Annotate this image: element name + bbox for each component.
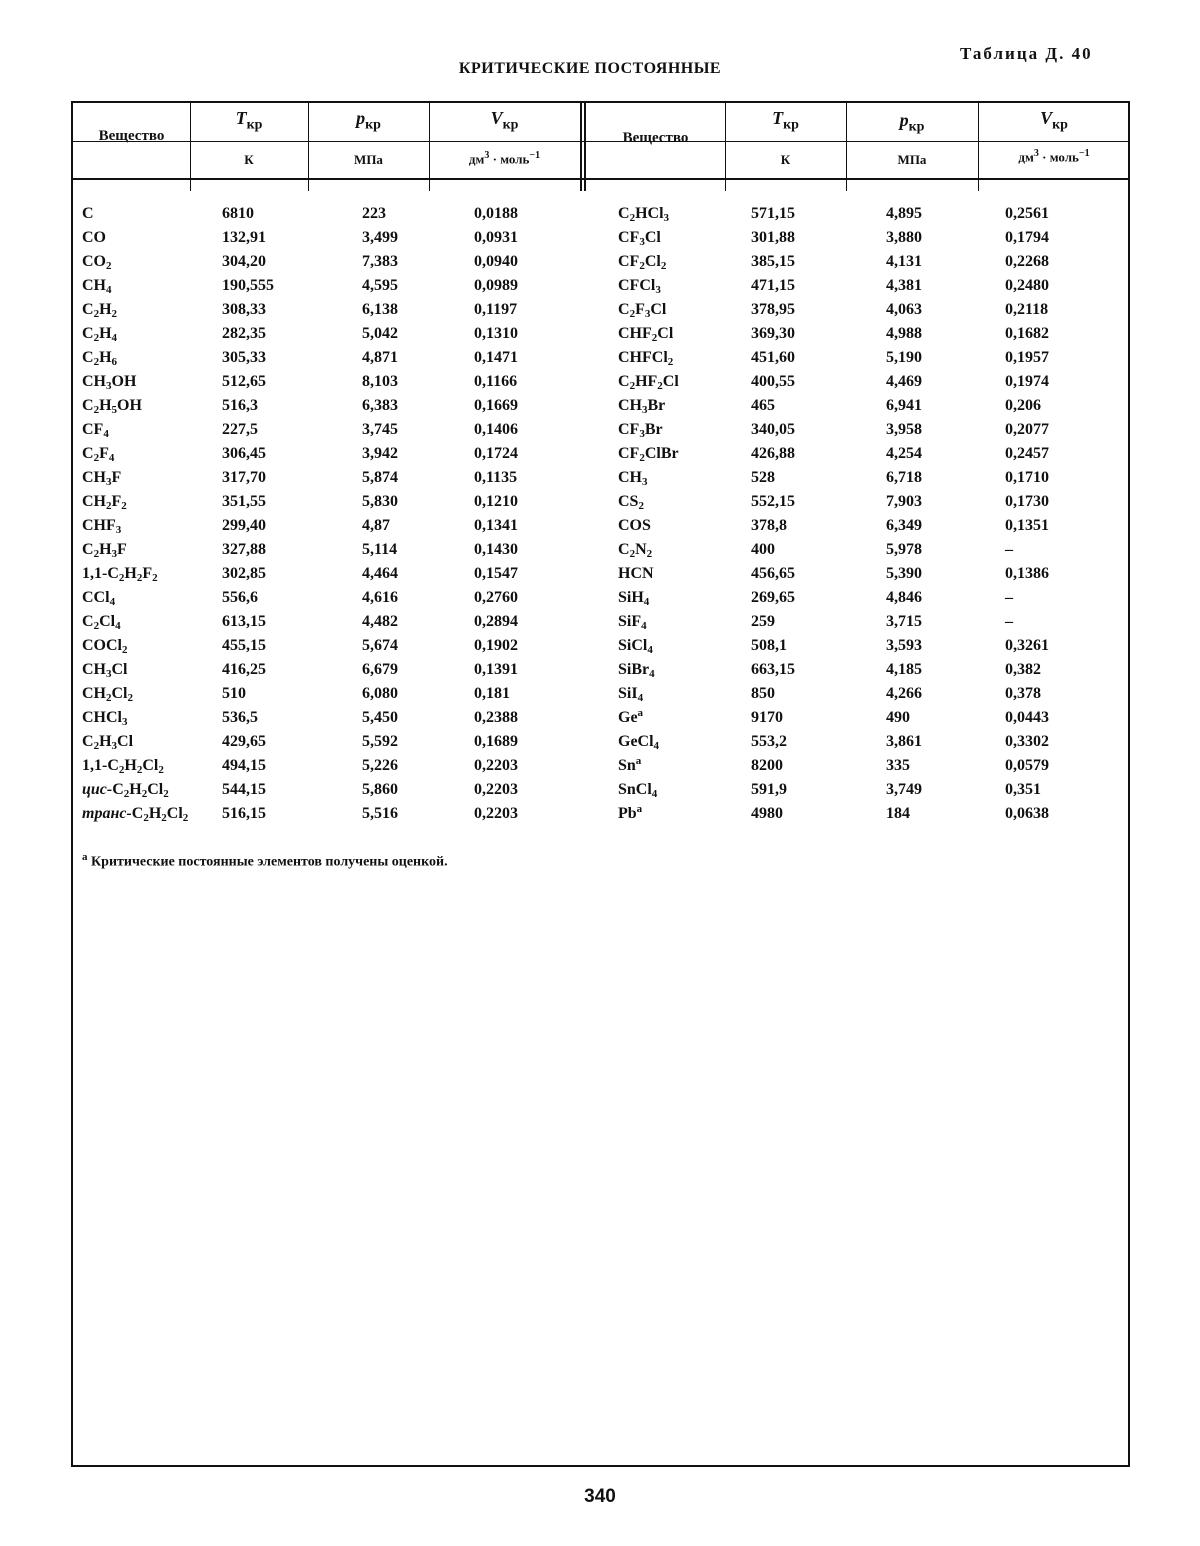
- cell-right-v: 0,2457: [1005, 445, 1049, 462]
- cell-right-t: 400,55: [751, 373, 795, 390]
- header-t-left: [190, 108, 308, 134]
- cell-right-p: 4,846: [886, 589, 922, 606]
- cell-left-t: 494,15: [222, 757, 266, 774]
- cell-right-t: 528: [751, 469, 775, 486]
- cell-left-substance: CCl$_4$: [82, 589, 116, 608]
- cell-left-substance: $C_2H_3Cl$: [82, 733, 134, 752]
- cell-right-v: 0,0579: [1005, 757, 1049, 774]
- cell-left-v: 0,1471: [474, 349, 518, 366]
- header-v-left: [429, 108, 580, 134]
- cell-right-t: 553,2: [751, 733, 787, 750]
- cell-right-substance: SiI$_4$: [618, 685, 644, 704]
- footnote-mark: а: [82, 851, 88, 863]
- cell-left-t: 510: [222, 685, 246, 702]
- cell-left-p: 4,87: [362, 517, 390, 534]
- cell-right-p: 6,941: [886, 397, 922, 414]
- header-unit-divider-left: [190, 141, 583, 142]
- cell-right-p: 335: [886, 757, 910, 774]
- cell-left-substance: $C_2H_6$: [82, 349, 118, 368]
- cell-right-p: 6,349: [886, 517, 922, 534]
- cell-right-p: 7,903: [886, 493, 922, 510]
- cell-right-substance: $CF_3Br$: [618, 421, 663, 440]
- cell-left-substance: $C_2Cl_4$: [82, 613, 121, 632]
- cell-left-p: 4,464: [362, 565, 398, 582]
- cell-left-p: 5,450: [362, 709, 398, 726]
- subscript: кр: [908, 119, 925, 135]
- cell-right-v: 0,2480: [1005, 277, 1049, 294]
- cell-left-substance: $CO_2$: [82, 253, 112, 272]
- cell-right-substance: $CHF_2Cl$: [618, 325, 674, 344]
- cell-left-v: 0,2203: [474, 805, 518, 822]
- cell-right-v: 0,351: [1005, 781, 1041, 798]
- table-row: [0, 613, 1200, 637]
- cell-right-substance: SiCl$_4$: [618, 637, 653, 656]
- cell-right-p: 4,988: [886, 325, 922, 342]
- cell-right-substance: SnCl$_4$: [618, 781, 658, 800]
- table-row: [0, 517, 1200, 541]
- cell-left-t: 512,65: [222, 373, 266, 390]
- cell-right-t: 456,65: [751, 565, 795, 582]
- cell-right-substance: $CS_2$: [618, 493, 644, 512]
- cell-right-t: 663,15: [751, 661, 795, 678]
- subscript: кр: [246, 117, 263, 133]
- cell-right-p: 3,880: [886, 229, 922, 246]
- cell-right-p: 4,469: [886, 373, 922, 390]
- cell-right-substance: Sn$^a$: [618, 755, 642, 774]
- cell-right-p: 3,861: [886, 733, 922, 750]
- cell-right-t: 301,88: [751, 229, 795, 246]
- cell-left-p: 6,383: [362, 397, 398, 414]
- cell-right-v: 0,3261: [1005, 637, 1049, 654]
- cell-right-substance: Pb$^a$: [618, 803, 643, 822]
- cell-right-v: 0,1682: [1005, 325, 1049, 342]
- table-row: [0, 757, 1200, 781]
- cell-right-t: 378,8: [751, 517, 787, 534]
- table-row: [0, 349, 1200, 373]
- cell-right-substance: CHFCl$_2$: [618, 349, 674, 368]
- v-symbol: V: [1040, 108, 1053, 128]
- cell-left-substance: $CF_4$: [82, 421, 109, 440]
- cell-right-v: –: [1005, 541, 1013, 558]
- table-row: [0, 805, 1200, 829]
- cell-left-v: 0,0940: [474, 253, 518, 270]
- cell-left-p: 5,874: [362, 469, 398, 486]
- unit-v-right: [978, 148, 1130, 165]
- cell-left-substance: $1,1-C_2H_2Cl_2$: [82, 757, 164, 776]
- cell-right-v: 0,0443: [1005, 709, 1049, 726]
- header-p-right: [846, 110, 978, 136]
- cell-left-substance: CHCl$_3$: [82, 709, 128, 728]
- cell-left-v: 0,0931: [474, 229, 518, 246]
- table-row: [0, 325, 1200, 349]
- cell-right-substance: $C_2HF_2Cl$: [618, 373, 679, 392]
- footnote: [82, 851, 448, 871]
- table-row: [0, 253, 1200, 277]
- footnote-text: Критические постоянные элементов получены оценкой.: [91, 854, 448, 870]
- unit-exp2: −1: [1078, 148, 1090, 159]
- cell-left-p: 4,595: [362, 277, 398, 294]
- cell-right-p: 6,718: [886, 469, 922, 486]
- cell-left-v: 0,1430: [474, 541, 518, 558]
- cell-left-t: 327,88: [222, 541, 266, 558]
- cell-right-t: 385,15: [751, 253, 795, 270]
- t-symbol: T: [772, 108, 784, 128]
- cell-left-substance: $CHF_3$: [82, 517, 122, 536]
- cell-left-substance: $CH_2F_2$: [82, 493, 127, 512]
- cell-right-t: 8200: [751, 757, 783, 774]
- cell-left-t: 416,25: [222, 661, 266, 678]
- table-row: [0, 541, 1200, 565]
- table-row: [0, 469, 1200, 493]
- cell-right-v: 0,382: [1005, 661, 1041, 678]
- unit-v-left: [429, 150, 580, 167]
- cell-left-v: 0,1669: [474, 397, 518, 414]
- cell-left-t: 613,15: [222, 613, 266, 630]
- cell-left-p: 5,516: [362, 805, 398, 822]
- cell-left-v: 0,1135: [474, 469, 518, 486]
- subscript: кр: [365, 117, 381, 133]
- cell-right-v: 0,1351: [1005, 517, 1049, 534]
- cell-left-t: 299,40: [222, 517, 266, 534]
- cell-left-p: 5,114: [362, 541, 398, 558]
- table-row: [0, 565, 1200, 589]
- cell-right-t: 471,15: [751, 277, 795, 294]
- table-row: [0, 733, 1200, 757]
- cell-left-substance: транс-$C_2H_2Cl_2$: [82, 805, 189, 824]
- table-row: [0, 277, 1200, 301]
- cell-left-v: 0,1341: [474, 517, 518, 534]
- cell-left-t: 516,3: [222, 397, 258, 414]
- table-row: [0, 493, 1200, 517]
- page-title: КРИТИЧЕСКИЕ ПОСТОЯННЫЕ: [458, 60, 722, 77]
- unit-p-right: МПа: [897, 152, 927, 167]
- cell-right-t: 9170: [751, 709, 783, 726]
- cell-right-v: 0,2561: [1005, 205, 1049, 222]
- cell-right-t: 400: [751, 541, 775, 558]
- cell-right-v: 0,3302: [1005, 733, 1049, 750]
- table-row: [0, 373, 1200, 397]
- cell-left-v: 0,1724: [474, 445, 518, 462]
- cell-right-v: –: [1005, 613, 1013, 630]
- cell-left-t: 305,33: [222, 349, 266, 366]
- cell-left-t: 556,6: [222, 589, 258, 606]
- cell-left-v: 0,2760: [474, 589, 518, 606]
- cell-left-substance: $1,1-C_2H_2F_2$: [82, 565, 158, 584]
- cell-left-substance: $CH_2Cl_2$: [82, 685, 133, 704]
- cell-left-substance: $CH_3Cl$: [82, 661, 128, 680]
- cell-left-t: 302,85: [222, 565, 266, 582]
- cell-left-t: 132,91: [222, 229, 266, 246]
- table-row: [0, 637, 1200, 661]
- cell-right-t: 269,65: [751, 589, 795, 606]
- cell-right-substance: Ge$^a$: [618, 707, 644, 726]
- cell-left-p: 5,674: [362, 637, 398, 654]
- cell-left-t: 351,55: [222, 493, 266, 510]
- cell-left-t: 317,70: [222, 469, 266, 486]
- table-row: [0, 301, 1200, 325]
- cell-right-t: 552,15: [751, 493, 795, 510]
- cell-right-t: 465: [751, 397, 775, 414]
- cell-left-p: 8,103: [362, 373, 398, 390]
- cell-left-p: 6,679: [362, 661, 398, 678]
- unit-base: дм: [468, 151, 485, 167]
- cell-right-v: 0,1710: [1005, 469, 1049, 486]
- cell-left-v: 0,1902: [474, 637, 518, 654]
- cell-right-t: 369,30: [751, 325, 795, 342]
- cell-right-substance: GeCl$_4$: [618, 733, 660, 752]
- cell-left-v: 0,1197: [474, 301, 518, 318]
- cell-left-v: 0,0989: [474, 277, 518, 294]
- header-substance-left: Вещество: [98, 128, 165, 144]
- cell-right-t: 426,88: [751, 445, 795, 462]
- unit-exp: 3: [484, 150, 490, 161]
- cell-right-substance: $CF_3Cl$: [618, 229, 661, 248]
- cell-left-substance: $C_2H_5OH$: [82, 397, 142, 416]
- cell-right-substance: HCN: [618, 565, 654, 582]
- unit-t-left: К: [244, 152, 254, 167]
- cell-left-t: 6810: [222, 205, 254, 222]
- cell-left-substance: $C_2H_2$: [82, 301, 118, 320]
- cell-left-p: 5,226: [362, 757, 398, 774]
- cell-left-v: 0,0188: [474, 205, 518, 222]
- cell-right-v: –: [1005, 589, 1013, 606]
- cell-right-v: 0,1730: [1005, 493, 1049, 510]
- cell-right-v: 0,1794: [1005, 229, 1049, 246]
- cell-left-p: 5,042: [362, 325, 398, 342]
- cell-right-p: 4,254: [886, 445, 922, 462]
- table-row: [0, 589, 1200, 613]
- header-substance-right: Вещество: [622, 130, 689, 146]
- cell-right-v: 0,378: [1005, 685, 1041, 702]
- cell-right-p: 3,749: [886, 781, 922, 798]
- header-t-right: [725, 108, 846, 134]
- cell-left-substance: цис-$C_2H_2Cl_2$: [82, 781, 169, 800]
- table-row: [0, 205, 1200, 229]
- cell-right-p: 5,190: [886, 349, 922, 366]
- cell-left-v: 0,2388: [474, 709, 518, 726]
- cell-left-t: 306,45: [222, 445, 266, 462]
- cell-right-v: 0,2077: [1005, 421, 1049, 438]
- table-row: [0, 781, 1200, 805]
- cell-left-v: 0,2203: [474, 781, 518, 798]
- table-row: [0, 709, 1200, 733]
- v-symbol: V: [490, 108, 503, 128]
- cell-right-v: 0,0638: [1005, 805, 1049, 822]
- cell-left-substance: $CH_4$: [82, 277, 112, 296]
- p-symbol: p: [356, 108, 366, 128]
- cell-right-t: 591,9: [751, 781, 787, 798]
- col-double-line: [584, 103, 586, 191]
- cell-left-v: 0,1310: [474, 325, 518, 342]
- table-row: [0, 229, 1200, 253]
- cell-right-p: 5,978: [886, 541, 922, 558]
- unit-base: дм: [1018, 149, 1034, 165]
- header-p-left: [308, 108, 429, 134]
- cell-left-t: 190,555: [222, 277, 274, 294]
- cell-left-substance: C: [82, 205, 94, 222]
- cell-right-p: 3,593: [886, 637, 922, 654]
- header-v-right: [978, 108, 1130, 134]
- unit-mid: · моль: [489, 151, 530, 167]
- cell-left-t: 516,15: [222, 805, 266, 822]
- cell-left-p: 3,942: [362, 445, 398, 462]
- cell-left-t: 455,15: [222, 637, 266, 654]
- cell-right-substance: $C_2HCl_3$: [618, 205, 670, 224]
- cell-left-v: 0,1210: [474, 493, 518, 510]
- cell-right-substance: $C_2F_3Cl$: [618, 301, 667, 320]
- cell-right-substance: SiH$_4$: [618, 589, 650, 608]
- cell-right-p: 5,390: [886, 565, 922, 582]
- cell-left-t: 304,20: [222, 253, 266, 270]
- col-double-line: [580, 103, 582, 191]
- cell-right-t: 508,1: [751, 637, 787, 654]
- table-row: [0, 445, 1200, 469]
- cell-left-substance: $CH_3OH$: [82, 373, 137, 392]
- cell-right-t: 378,95: [751, 301, 795, 318]
- cell-right-p: 4,131: [886, 253, 922, 270]
- cell-right-p: 4,185: [886, 661, 922, 678]
- cell-left-substance: $CH_3F$: [82, 469, 122, 488]
- cell-right-substance: $C_2N_2$: [618, 541, 653, 560]
- cell-right-v: 0,1957: [1005, 349, 1049, 366]
- cell-left-t: 544,15: [222, 781, 266, 798]
- cell-left-v: 0,1547: [474, 565, 518, 582]
- cell-left-p: 4,616: [362, 589, 398, 606]
- cell-right-substance: CFCl$_3$: [618, 277, 661, 296]
- table-row: [0, 685, 1200, 709]
- cell-left-t: 429,65: [222, 733, 266, 750]
- cell-right-substance: $CF_2Cl_2$: [618, 253, 667, 272]
- cell-right-v: 0,1386: [1005, 565, 1049, 582]
- cell-left-v: 0,1166: [474, 373, 518, 390]
- cell-left-substance: COCl$_2$: [82, 637, 128, 656]
- cell-right-p: 4,266: [886, 685, 922, 702]
- subscript: кр: [783, 117, 799, 133]
- cell-left-substance: CO: [82, 229, 106, 246]
- cell-right-t: 340,05: [751, 421, 795, 438]
- cell-right-p: 4,063: [886, 301, 922, 318]
- unit-mid: · моль: [1038, 149, 1079, 165]
- cell-right-v: 0,2268: [1005, 253, 1049, 270]
- cell-right-t: 4980: [751, 805, 783, 822]
- cell-left-p: 4,482: [362, 613, 398, 630]
- cell-left-t: 282,35: [222, 325, 266, 342]
- cell-right-substance: $CF_2ClBr$: [618, 445, 679, 464]
- cell-left-t: 308,33: [222, 301, 266, 318]
- cell-left-v: 0,1391: [474, 661, 518, 678]
- cell-left-p: 7,383: [362, 253, 398, 270]
- cell-right-p: 184: [886, 805, 910, 822]
- table-label: Таблица Д. 40: [960, 44, 1093, 63]
- cell-left-v: 0,181: [474, 685, 510, 702]
- unit-exp2: −1: [529, 150, 541, 161]
- cell-right-substance: SiBr$_4$: [618, 661, 655, 680]
- table-row: [0, 661, 1200, 685]
- cell-right-p: 4,381: [886, 277, 922, 294]
- cell-right-p: 3,715: [886, 613, 922, 630]
- cell-right-v: 0,206: [1005, 397, 1041, 414]
- cell-left-p: 3,499: [362, 229, 398, 246]
- cell-right-t: 451,60: [751, 349, 795, 366]
- cell-left-p: 4,871: [362, 349, 398, 366]
- subscript: кр: [502, 117, 519, 133]
- page-number: 340: [584, 1486, 616, 1507]
- cell-right-substance: SiF$_4$: [618, 613, 647, 632]
- cell-left-t: 536,5: [222, 709, 258, 726]
- cell-left-p: 5,830: [362, 493, 398, 510]
- cell-left-substance: $C_2H_4$: [82, 325, 118, 344]
- cell-right-substance: $CH_3Br$: [618, 397, 666, 416]
- cell-left-p: 6,080: [362, 685, 398, 702]
- cell-left-v: 0,2894: [474, 613, 518, 630]
- cell-left-p: 6,138: [362, 301, 398, 318]
- cell-right-p: 3,958: [886, 421, 922, 438]
- cell-right-t: 850: [751, 685, 775, 702]
- table-row: [0, 397, 1200, 421]
- cell-right-p: 4,895: [886, 205, 922, 222]
- unit-exp: 3: [1033, 148, 1039, 159]
- unit-t-right: К: [780, 152, 791, 167]
- header-bottom-line: [71, 178, 1130, 180]
- cell-right-v: 0,1974: [1005, 373, 1049, 390]
- cell-left-t: 227,5: [222, 421, 258, 438]
- subscript: кр: [1052, 117, 1068, 133]
- unit-p-left: МПа: [354, 152, 383, 167]
- table-row: [0, 421, 1200, 445]
- cell-left-v: 0,1406: [474, 421, 518, 438]
- cell-right-substance: COS: [618, 517, 651, 534]
- cell-left-v: 0,2203: [474, 757, 518, 774]
- cell-right-t: 259: [751, 613, 775, 630]
- cell-left-substance: $C_2F_4$: [82, 445, 115, 464]
- cell-right-substance: $CH_3$: [618, 469, 648, 488]
- cell-left-p: 3,745: [362, 421, 398, 438]
- cell-left-v: 0,1689: [474, 733, 518, 750]
- p-symbol: p: [899, 110, 909, 130]
- cell-left-substance: $C_2H_3F$: [82, 541, 127, 560]
- cell-right-v: 0,2118: [1005, 301, 1049, 318]
- cell-right-t: 571,15: [751, 205, 795, 222]
- cell-left-p: 5,592: [362, 733, 398, 750]
- t-symbol: T: [235, 108, 247, 128]
- cell-right-p: 490: [886, 709, 910, 726]
- cell-left-p: 223: [362, 205, 386, 222]
- cell-left-p: 5,860: [362, 781, 398, 798]
